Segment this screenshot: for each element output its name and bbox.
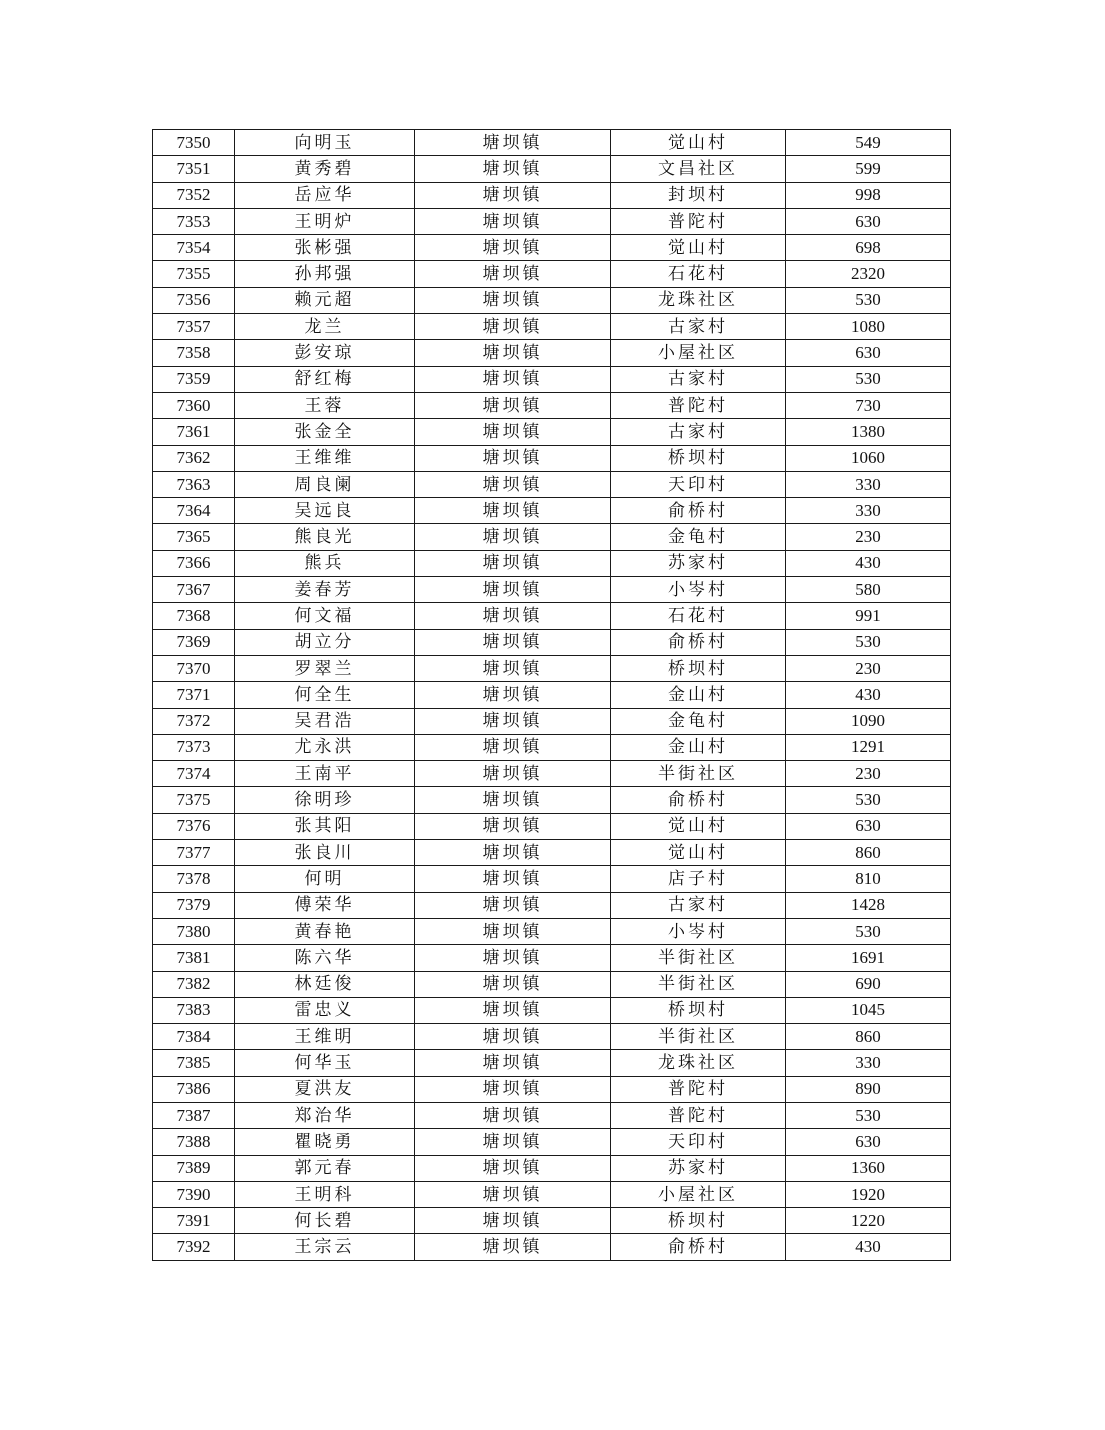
serial-number-cell: 7359 bbox=[153, 366, 235, 392]
town-cell: 塘坝镇 bbox=[415, 1129, 611, 1155]
town-cell: 塘坝镇 bbox=[415, 366, 611, 392]
town-cell: 塘坝镇 bbox=[415, 524, 611, 550]
amount-cell: 1380 bbox=[786, 419, 951, 445]
town-cell: 塘坝镇 bbox=[415, 655, 611, 681]
serial-number-cell: 7350 bbox=[153, 130, 235, 156]
serial-number-cell: 7357 bbox=[153, 314, 235, 340]
serial-number-cell: 7386 bbox=[153, 1076, 235, 1102]
amount-cell: 330 bbox=[786, 498, 951, 524]
serial-number-cell: 7360 bbox=[153, 392, 235, 418]
amount-cell: 630 bbox=[786, 340, 951, 366]
table-row bbox=[153, 840, 951, 866]
village-cell: 石花村 bbox=[611, 261, 786, 287]
name-cell: 林廷俊 bbox=[235, 971, 415, 997]
village-cell: 小岑村 bbox=[611, 577, 786, 603]
serial-number-cell: 7374 bbox=[153, 761, 235, 787]
table-row bbox=[153, 156, 951, 182]
town-cell: 塘坝镇 bbox=[415, 840, 611, 866]
amount-cell: 530 bbox=[786, 918, 951, 944]
village-cell: 半街社区 bbox=[611, 761, 786, 787]
town-cell: 塘坝镇 bbox=[415, 182, 611, 208]
table-row bbox=[153, 918, 951, 944]
name-cell: 瞿晓勇 bbox=[235, 1129, 415, 1155]
village-cell: 苏家村 bbox=[611, 1155, 786, 1181]
serial-number-cell: 7389 bbox=[153, 1155, 235, 1181]
amount-cell: 430 bbox=[786, 550, 951, 576]
village-cell: 普陀村 bbox=[611, 1102, 786, 1128]
town-cell: 塘坝镇 bbox=[415, 866, 611, 892]
table-row bbox=[153, 813, 951, 839]
name-cell: 何文福 bbox=[235, 603, 415, 629]
serial-number-cell: 7364 bbox=[153, 498, 235, 524]
table-row bbox=[153, 471, 951, 497]
serial-number-cell: 7380 bbox=[153, 918, 235, 944]
serial-number-cell: 7378 bbox=[153, 866, 235, 892]
table-row bbox=[153, 524, 951, 550]
village-cell: 半街社区 bbox=[611, 1024, 786, 1050]
amount-cell: 630 bbox=[786, 1129, 951, 1155]
serial-number-cell: 7370 bbox=[153, 655, 235, 681]
serial-number-cell: 7384 bbox=[153, 1024, 235, 1050]
serial-number-cell: 7375 bbox=[153, 787, 235, 813]
table-row bbox=[153, 1234, 951, 1260]
name-cell: 雷忠义 bbox=[235, 997, 415, 1023]
name-cell: 孙邦强 bbox=[235, 261, 415, 287]
table-row bbox=[153, 734, 951, 760]
name-cell: 何明 bbox=[235, 866, 415, 892]
name-cell: 何长碧 bbox=[235, 1208, 415, 1234]
town-cell: 塘坝镇 bbox=[415, 498, 611, 524]
amount-cell: 1360 bbox=[786, 1155, 951, 1181]
village-cell: 俞桥村 bbox=[611, 787, 786, 813]
amount-cell: 1920 bbox=[786, 1181, 951, 1207]
town-cell: 塘坝镇 bbox=[415, 1155, 611, 1181]
town-cell: 塘坝镇 bbox=[415, 392, 611, 418]
serial-number-cell: 7388 bbox=[153, 1129, 235, 1155]
town-cell: 塘坝镇 bbox=[415, 419, 611, 445]
serial-number-cell: 7362 bbox=[153, 445, 235, 471]
name-cell: 王宗云 bbox=[235, 1234, 415, 1260]
amount-cell: 1060 bbox=[786, 445, 951, 471]
town-cell: 塘坝镇 bbox=[415, 340, 611, 366]
amount-cell: 698 bbox=[786, 235, 951, 261]
table-row bbox=[153, 629, 951, 655]
table-row bbox=[153, 1102, 951, 1128]
amount-cell: 630 bbox=[786, 813, 951, 839]
name-cell: 罗翠兰 bbox=[235, 655, 415, 681]
serial-number-cell: 7379 bbox=[153, 892, 235, 918]
name-cell: 岳应华 bbox=[235, 182, 415, 208]
table-row bbox=[153, 997, 951, 1023]
roster-table-body bbox=[153, 130, 951, 1261]
name-cell: 陈六华 bbox=[235, 945, 415, 971]
town-cell: 塘坝镇 bbox=[415, 1102, 611, 1128]
name-cell: 王明科 bbox=[235, 1181, 415, 1207]
village-cell: 金山村 bbox=[611, 682, 786, 708]
amount-cell: 530 bbox=[786, 287, 951, 313]
amount-cell: 690 bbox=[786, 971, 951, 997]
village-cell: 觉山村 bbox=[611, 130, 786, 156]
table-row bbox=[153, 1024, 951, 1050]
town-cell: 塘坝镇 bbox=[415, 1208, 611, 1234]
table-row bbox=[153, 235, 951, 261]
village-cell: 小岑村 bbox=[611, 918, 786, 944]
village-cell: 古家村 bbox=[611, 892, 786, 918]
table-row bbox=[153, 603, 951, 629]
amount-cell: 810 bbox=[786, 866, 951, 892]
town-cell: 塘坝镇 bbox=[415, 577, 611, 603]
village-cell: 封坝村 bbox=[611, 182, 786, 208]
village-cell: 觉山村 bbox=[611, 813, 786, 839]
amount-cell: 1080 bbox=[786, 314, 951, 340]
name-cell: 夏洪友 bbox=[235, 1076, 415, 1102]
town-cell: 塘坝镇 bbox=[415, 261, 611, 287]
serial-number-cell: 7352 bbox=[153, 182, 235, 208]
name-cell: 吴远良 bbox=[235, 498, 415, 524]
village-cell: 苏家村 bbox=[611, 550, 786, 576]
amount-cell: 530 bbox=[786, 787, 951, 813]
name-cell: 张良川 bbox=[235, 840, 415, 866]
village-cell: 龙珠社区 bbox=[611, 1050, 786, 1076]
table-row bbox=[153, 208, 951, 234]
town-cell: 塘坝镇 bbox=[415, 787, 611, 813]
amount-cell: 549 bbox=[786, 130, 951, 156]
village-cell: 桥坝村 bbox=[611, 655, 786, 681]
town-cell: 塘坝镇 bbox=[415, 682, 611, 708]
table-row bbox=[153, 682, 951, 708]
town-cell: 塘坝镇 bbox=[415, 550, 611, 576]
village-cell: 店子村 bbox=[611, 866, 786, 892]
amount-cell: 860 bbox=[786, 1024, 951, 1050]
town-cell: 塘坝镇 bbox=[415, 629, 611, 655]
amount-cell: 230 bbox=[786, 761, 951, 787]
town-cell: 塘坝镇 bbox=[415, 1234, 611, 1260]
serial-number-cell: 7368 bbox=[153, 603, 235, 629]
town-cell: 塘坝镇 bbox=[415, 156, 611, 182]
table-row bbox=[153, 577, 951, 603]
serial-number-cell: 7371 bbox=[153, 682, 235, 708]
village-cell: 龙珠社区 bbox=[611, 287, 786, 313]
town-cell: 塘坝镇 bbox=[415, 734, 611, 760]
town-cell: 塘坝镇 bbox=[415, 287, 611, 313]
amount-cell: 230 bbox=[786, 655, 951, 681]
town-cell: 塘坝镇 bbox=[415, 1050, 611, 1076]
table-row bbox=[153, 550, 951, 576]
table-row bbox=[153, 445, 951, 471]
village-cell: 半街社区 bbox=[611, 971, 786, 997]
village-cell: 半街社区 bbox=[611, 945, 786, 971]
village-cell: 桥坝村 bbox=[611, 445, 786, 471]
table-row bbox=[153, 182, 951, 208]
serial-number-cell: 7361 bbox=[153, 419, 235, 445]
amount-cell: 860 bbox=[786, 840, 951, 866]
town-cell: 塘坝镇 bbox=[415, 971, 611, 997]
town-cell: 塘坝镇 bbox=[415, 130, 611, 156]
serial-number-cell: 7365 bbox=[153, 524, 235, 550]
serial-number-cell: 7354 bbox=[153, 235, 235, 261]
serial-number-cell: 7383 bbox=[153, 997, 235, 1023]
amount-cell: 890 bbox=[786, 1076, 951, 1102]
serial-number-cell: 7355 bbox=[153, 261, 235, 287]
table-row bbox=[153, 1181, 951, 1207]
serial-number-cell: 7372 bbox=[153, 708, 235, 734]
table-row bbox=[153, 1076, 951, 1102]
town-cell: 塘坝镇 bbox=[415, 1076, 611, 1102]
name-cell: 吴君浩 bbox=[235, 708, 415, 734]
serial-number-cell: 7385 bbox=[153, 1050, 235, 1076]
serial-number-cell: 7373 bbox=[153, 734, 235, 760]
table-row bbox=[153, 1050, 951, 1076]
village-cell: 文昌社区 bbox=[611, 156, 786, 182]
serial-number-cell: 7387 bbox=[153, 1102, 235, 1128]
name-cell: 尤永洪 bbox=[235, 734, 415, 760]
town-cell: 塘坝镇 bbox=[415, 1024, 611, 1050]
village-cell: 桥坝村 bbox=[611, 1208, 786, 1234]
table-row bbox=[153, 1208, 951, 1234]
amount-cell: 530 bbox=[786, 366, 951, 392]
serial-number-cell: 7366 bbox=[153, 550, 235, 576]
village-cell: 金龟村 bbox=[611, 708, 786, 734]
amount-cell: 330 bbox=[786, 471, 951, 497]
table-row bbox=[153, 314, 951, 340]
table-row bbox=[153, 708, 951, 734]
village-cell: 俞桥村 bbox=[611, 629, 786, 655]
serial-number-cell: 7367 bbox=[153, 577, 235, 603]
table-row bbox=[153, 892, 951, 918]
amount-cell: 1291 bbox=[786, 734, 951, 760]
serial-number-cell: 7382 bbox=[153, 971, 235, 997]
serial-number-cell: 7391 bbox=[153, 1208, 235, 1234]
name-cell: 胡立分 bbox=[235, 629, 415, 655]
town-cell: 塘坝镇 bbox=[415, 892, 611, 918]
amount-cell: 530 bbox=[786, 629, 951, 655]
name-cell: 傅荣华 bbox=[235, 892, 415, 918]
amount-cell: 991 bbox=[786, 603, 951, 629]
table-row bbox=[153, 130, 951, 156]
town-cell: 塘坝镇 bbox=[415, 708, 611, 734]
table-row bbox=[153, 787, 951, 813]
amount-cell: 1691 bbox=[786, 945, 951, 971]
town-cell: 塘坝镇 bbox=[415, 235, 611, 261]
village-cell: 金山村 bbox=[611, 734, 786, 760]
name-cell: 徐明珍 bbox=[235, 787, 415, 813]
name-cell: 王维明 bbox=[235, 1024, 415, 1050]
town-cell: 塘坝镇 bbox=[415, 603, 611, 629]
name-cell: 张彬强 bbox=[235, 235, 415, 261]
village-cell: 桥坝村 bbox=[611, 997, 786, 1023]
table-row bbox=[153, 392, 951, 418]
name-cell: 王南平 bbox=[235, 761, 415, 787]
town-cell: 塘坝镇 bbox=[415, 1181, 611, 1207]
amount-cell: 230 bbox=[786, 524, 951, 550]
table-row bbox=[153, 945, 951, 971]
town-cell: 塘坝镇 bbox=[415, 471, 611, 497]
name-cell: 周良阑 bbox=[235, 471, 415, 497]
village-cell: 普陀村 bbox=[611, 1076, 786, 1102]
serial-number-cell: 7392 bbox=[153, 1234, 235, 1260]
name-cell: 舒红梅 bbox=[235, 366, 415, 392]
table-row bbox=[153, 866, 951, 892]
town-cell: 塘坝镇 bbox=[415, 997, 611, 1023]
table-row bbox=[153, 655, 951, 681]
town-cell: 塘坝镇 bbox=[415, 945, 611, 971]
town-cell: 塘坝镇 bbox=[415, 761, 611, 787]
village-cell: 觉山村 bbox=[611, 235, 786, 261]
town-cell: 塘坝镇 bbox=[415, 314, 611, 340]
name-cell: 何全生 bbox=[235, 682, 415, 708]
amount-cell: 1090 bbox=[786, 708, 951, 734]
serial-number-cell: 7376 bbox=[153, 813, 235, 839]
village-cell: 古家村 bbox=[611, 419, 786, 445]
village-cell: 古家村 bbox=[611, 314, 786, 340]
table-row bbox=[153, 1129, 951, 1155]
amount-cell: 730 bbox=[786, 392, 951, 418]
name-cell: 何华玉 bbox=[235, 1050, 415, 1076]
roster-table bbox=[152, 129, 951, 1261]
town-cell: 塘坝镇 bbox=[415, 918, 611, 944]
town-cell: 塘坝镇 bbox=[415, 208, 611, 234]
amount-cell: 1428 bbox=[786, 892, 951, 918]
serial-number-cell: 7351 bbox=[153, 156, 235, 182]
serial-number-cell: 7353 bbox=[153, 208, 235, 234]
name-cell: 王维维 bbox=[235, 445, 415, 471]
serial-number-cell: 7381 bbox=[153, 945, 235, 971]
amount-cell: 998 bbox=[786, 182, 951, 208]
town-cell: 塘坝镇 bbox=[415, 813, 611, 839]
village-cell: 俞桥村 bbox=[611, 498, 786, 524]
name-cell: 赖元超 bbox=[235, 287, 415, 313]
table-row bbox=[153, 761, 951, 787]
amount-cell: 530 bbox=[786, 1102, 951, 1128]
table-row bbox=[153, 366, 951, 392]
name-cell: 张其阳 bbox=[235, 813, 415, 839]
table-row bbox=[153, 1155, 951, 1181]
village-cell: 俞桥村 bbox=[611, 1234, 786, 1260]
name-cell: 姜春芳 bbox=[235, 577, 415, 603]
village-cell: 古家村 bbox=[611, 366, 786, 392]
name-cell: 向明玉 bbox=[235, 130, 415, 156]
village-cell: 小屋社区 bbox=[611, 340, 786, 366]
name-cell: 张金全 bbox=[235, 419, 415, 445]
amount-cell: 330 bbox=[786, 1050, 951, 1076]
serial-number-cell: 7377 bbox=[153, 840, 235, 866]
village-cell: 普陀村 bbox=[611, 392, 786, 418]
serial-number-cell: 7358 bbox=[153, 340, 235, 366]
village-cell: 石花村 bbox=[611, 603, 786, 629]
serial-number-cell: 7363 bbox=[153, 471, 235, 497]
name-cell: 郑治华 bbox=[235, 1102, 415, 1128]
amount-cell: 1045 bbox=[786, 997, 951, 1023]
name-cell: 熊良光 bbox=[235, 524, 415, 550]
amount-cell: 430 bbox=[786, 1234, 951, 1260]
amount-cell: 630 bbox=[786, 208, 951, 234]
name-cell: 王明炉 bbox=[235, 208, 415, 234]
serial-number-cell: 7390 bbox=[153, 1181, 235, 1207]
table-row bbox=[153, 971, 951, 997]
amount-cell: 430 bbox=[786, 682, 951, 708]
village-cell: 觉山村 bbox=[611, 840, 786, 866]
amount-cell: 580 bbox=[786, 577, 951, 603]
name-cell: 彭安琼 bbox=[235, 340, 415, 366]
amount-cell: 1220 bbox=[786, 1208, 951, 1234]
serial-number-cell: 7369 bbox=[153, 629, 235, 655]
name-cell: 王蓉 bbox=[235, 392, 415, 418]
village-cell: 天印村 bbox=[611, 471, 786, 497]
village-cell: 天印村 bbox=[611, 1129, 786, 1155]
name-cell: 熊兵 bbox=[235, 550, 415, 576]
name-cell: 郭元春 bbox=[235, 1155, 415, 1181]
village-cell: 金龟村 bbox=[611, 524, 786, 550]
village-cell: 小屋社区 bbox=[611, 1181, 786, 1207]
serial-number-cell: 7356 bbox=[153, 287, 235, 313]
village-cell: 普陀村 bbox=[611, 208, 786, 234]
name-cell: 黄春艳 bbox=[235, 918, 415, 944]
table-row bbox=[153, 287, 951, 313]
name-cell: 龙兰 bbox=[235, 314, 415, 340]
town-cell: 塘坝镇 bbox=[415, 445, 611, 471]
table-row bbox=[153, 419, 951, 445]
table-row bbox=[153, 498, 951, 524]
table-row bbox=[153, 261, 951, 287]
amount-cell: 2320 bbox=[786, 261, 951, 287]
name-cell: 黄秀碧 bbox=[235, 156, 415, 182]
table-row bbox=[153, 340, 951, 366]
amount-cell: 599 bbox=[786, 156, 951, 182]
